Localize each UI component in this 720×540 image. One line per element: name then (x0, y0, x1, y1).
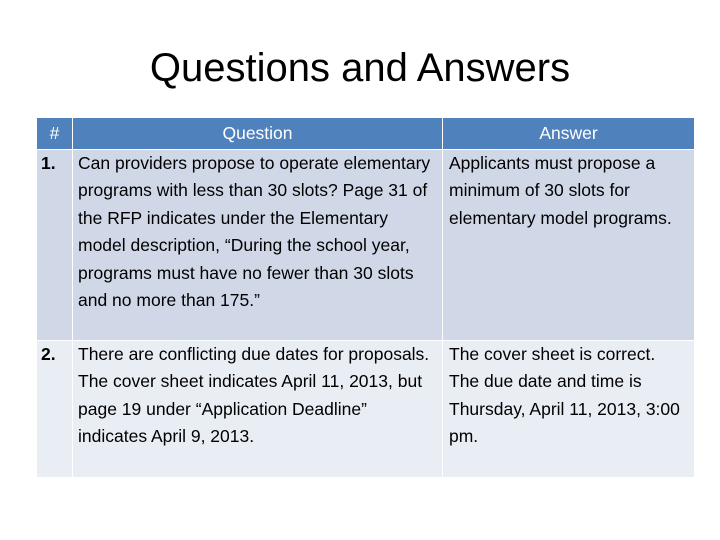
qa-table (36, 117, 695, 478)
row-number: 2. (37, 341, 73, 478)
page-title: Questions and Answers (149, 46, 571, 90)
answer-cell: The cover sheet is correct. The due date and time is Thursday, April 11, 2013, 3:00 pm. (443, 341, 695, 478)
table-header-row (37, 118, 695, 150)
column-header-question: Question (73, 118, 443, 150)
answer-cell: Applicants must propose a minimum of 30 slots for elementary model programs. (443, 150, 695, 341)
column-header-answer: Answer (443, 118, 695, 150)
row-number: 1. (37, 150, 73, 341)
table-row (37, 341, 695, 478)
question-cell: Can providers propose to operate elementary programs with less than 30 slots? Page 31 of the RFP indicates under the Elementary model description, “During the school year, programs must have no fewer than 30 slots and no more than 175.” (73, 150, 443, 341)
question-cell: There are conflicting due dates for proposals. The cover sheet indicates April 11, 2013, but page 19 under “Application Deadline” indicates April 9, 2013. (73, 341, 443, 478)
table-row (37, 150, 695, 341)
column-header-number: # (37, 118, 73, 150)
